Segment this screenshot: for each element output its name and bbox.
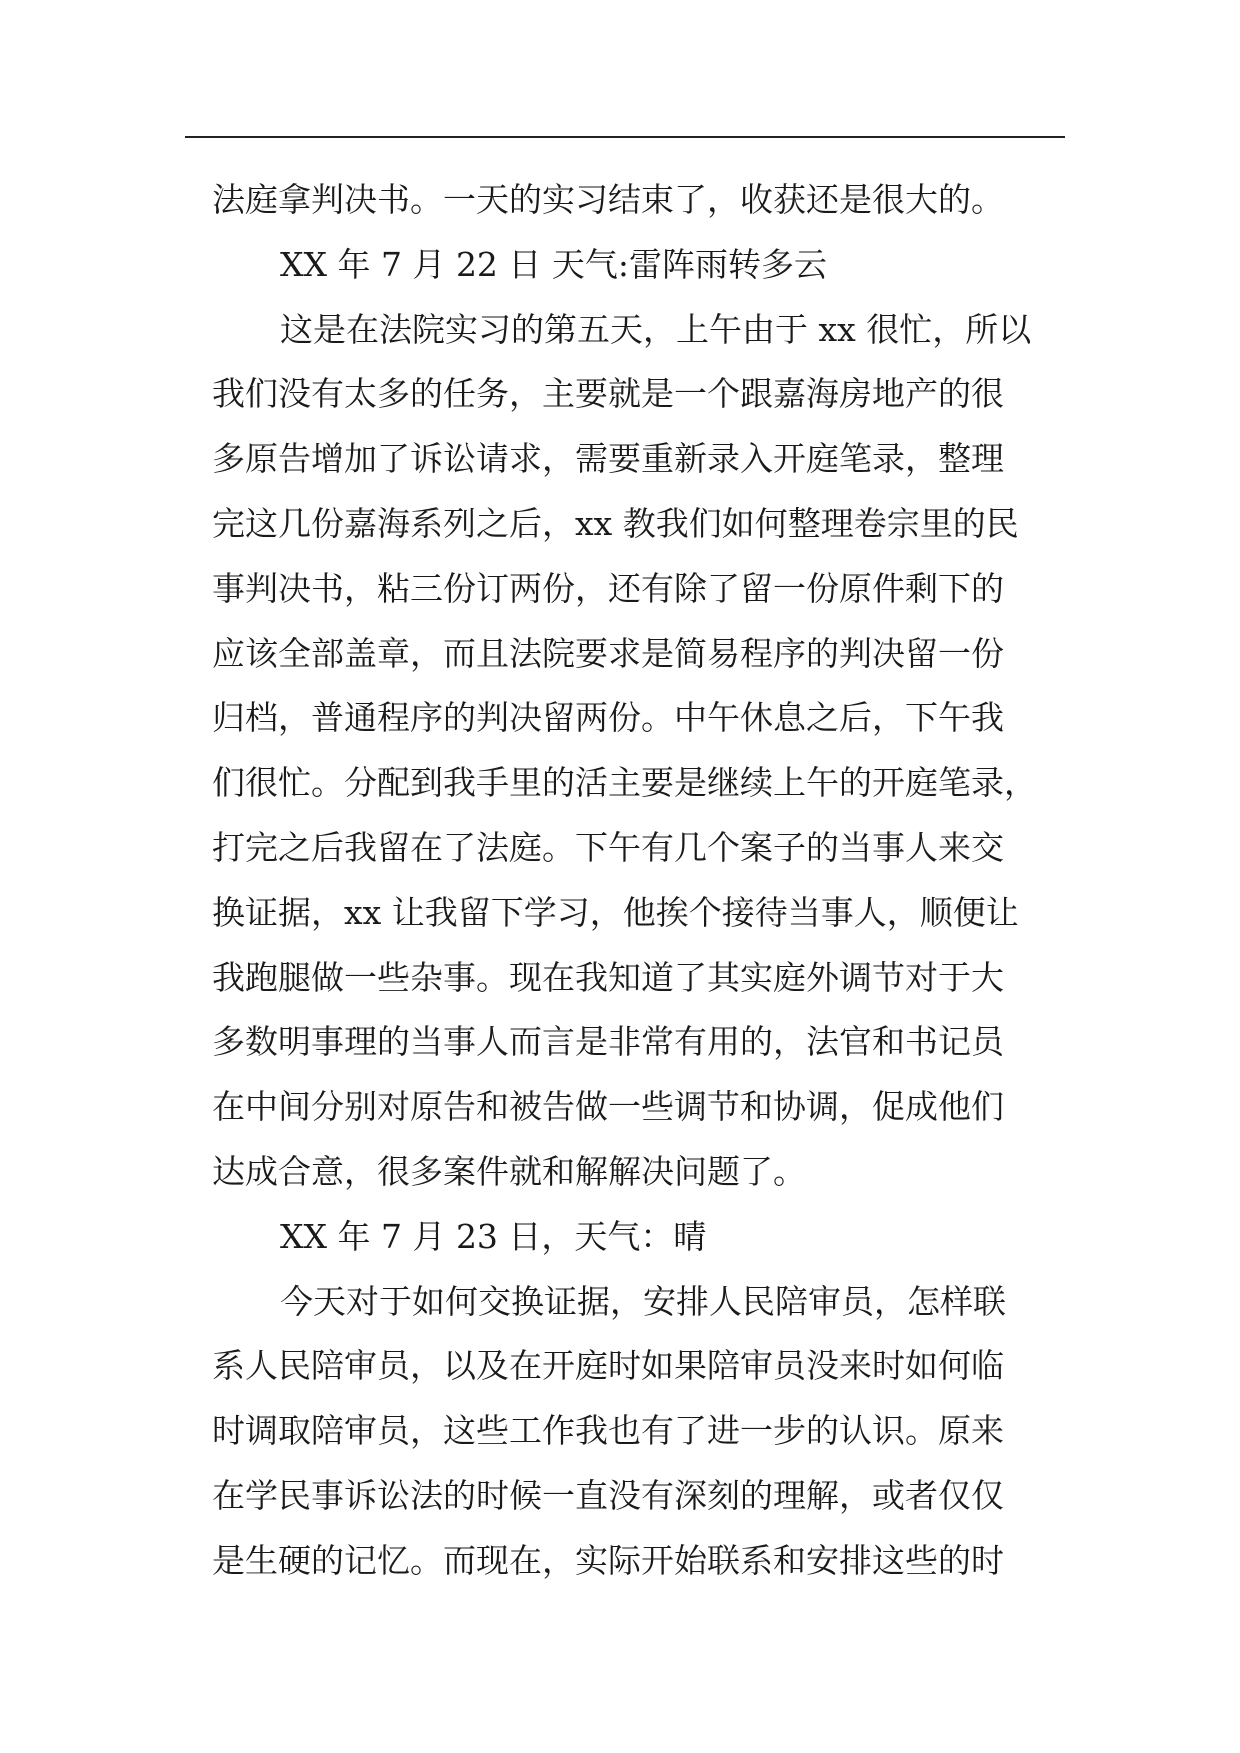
text-line: 系人民陪审员，以及在开庭时如果陪审员没来时如何临 — [212, 1346, 1004, 1386]
diary-date-heading: XX 年 7 月 23 日，天气：晴 — [280, 1216, 707, 1256]
text-line: 多原告增加了诉讼请求，需要重新录入开庭笔录，整理 — [212, 439, 1004, 479]
text-line: 达成合意，很多案件就和解解决问题了。 — [212, 1151, 806, 1191]
text-line: 打完之后我留在了法庭。下午有几个案子的当事人来交 — [212, 827, 1004, 867]
text-line: 是生硬的记忆。而现在，实际开始联系和安排这些的时 — [212, 1540, 1004, 1580]
text-line: 这是在法院实习的第五天，上午由于 xx 很忙，所以 — [280, 309, 1032, 349]
text-line: 在中间分别对原告和被告做一些调节和协调，促成他们 — [212, 1087, 1004, 1127]
text-line: 今天对于如何交换证据，安排人民陪审员，怎样联 — [280, 1281, 1006, 1321]
text-line: 应该全部盖章，而且法院要求是简易程序的判决留一份 — [212, 633, 1004, 673]
text-line: 我们没有太多的任务，主要就是一个跟嘉海房地产的很 — [212, 374, 1004, 414]
text-line: 多数明事理的当事人而言是非常有用的，法官和书记员 — [212, 1022, 1004, 1062]
header-rule — [185, 136, 1065, 138]
text-line: 归档，普通程序的判决留两份。中午休息之后，下午我 — [212, 698, 1004, 738]
diary-date-heading: XX 年 7 月 22 日 天气:雷阵雨转多云 — [280, 244, 828, 284]
text-line: 时调取陪审员，这些工作我也有了进一步的认识。原来 — [212, 1411, 1004, 1451]
text-line: 事判决书，粘三份订两份，还有除了留一份原件剩下的 — [212, 568, 1004, 608]
text-line: 我跑腿做一些杂事。现在我知道了其实庭外调节对于大 — [212, 957, 1004, 997]
text-line: 们很忙。分配到我手里的活主要是继续上午的开庭笔录， — [212, 763, 1037, 803]
text-line: 法庭拿判决书。一天的实习结束了，收获还是很大的。 — [212, 180, 1004, 219]
document-body — [212, 168, 1062, 1594]
text-line: 换证据，xx 让我留下学习，他挨个接待当事人，顺便让 — [212, 892, 1019, 932]
text-line: 在学民事诉讼法的时候一直没有深刻的理解，或者仅仅 — [212, 1475, 1004, 1515]
text-line: 完这几份嘉海系列之后，xx 教我们如何整理卷宗里的民 — [212, 503, 1019, 543]
